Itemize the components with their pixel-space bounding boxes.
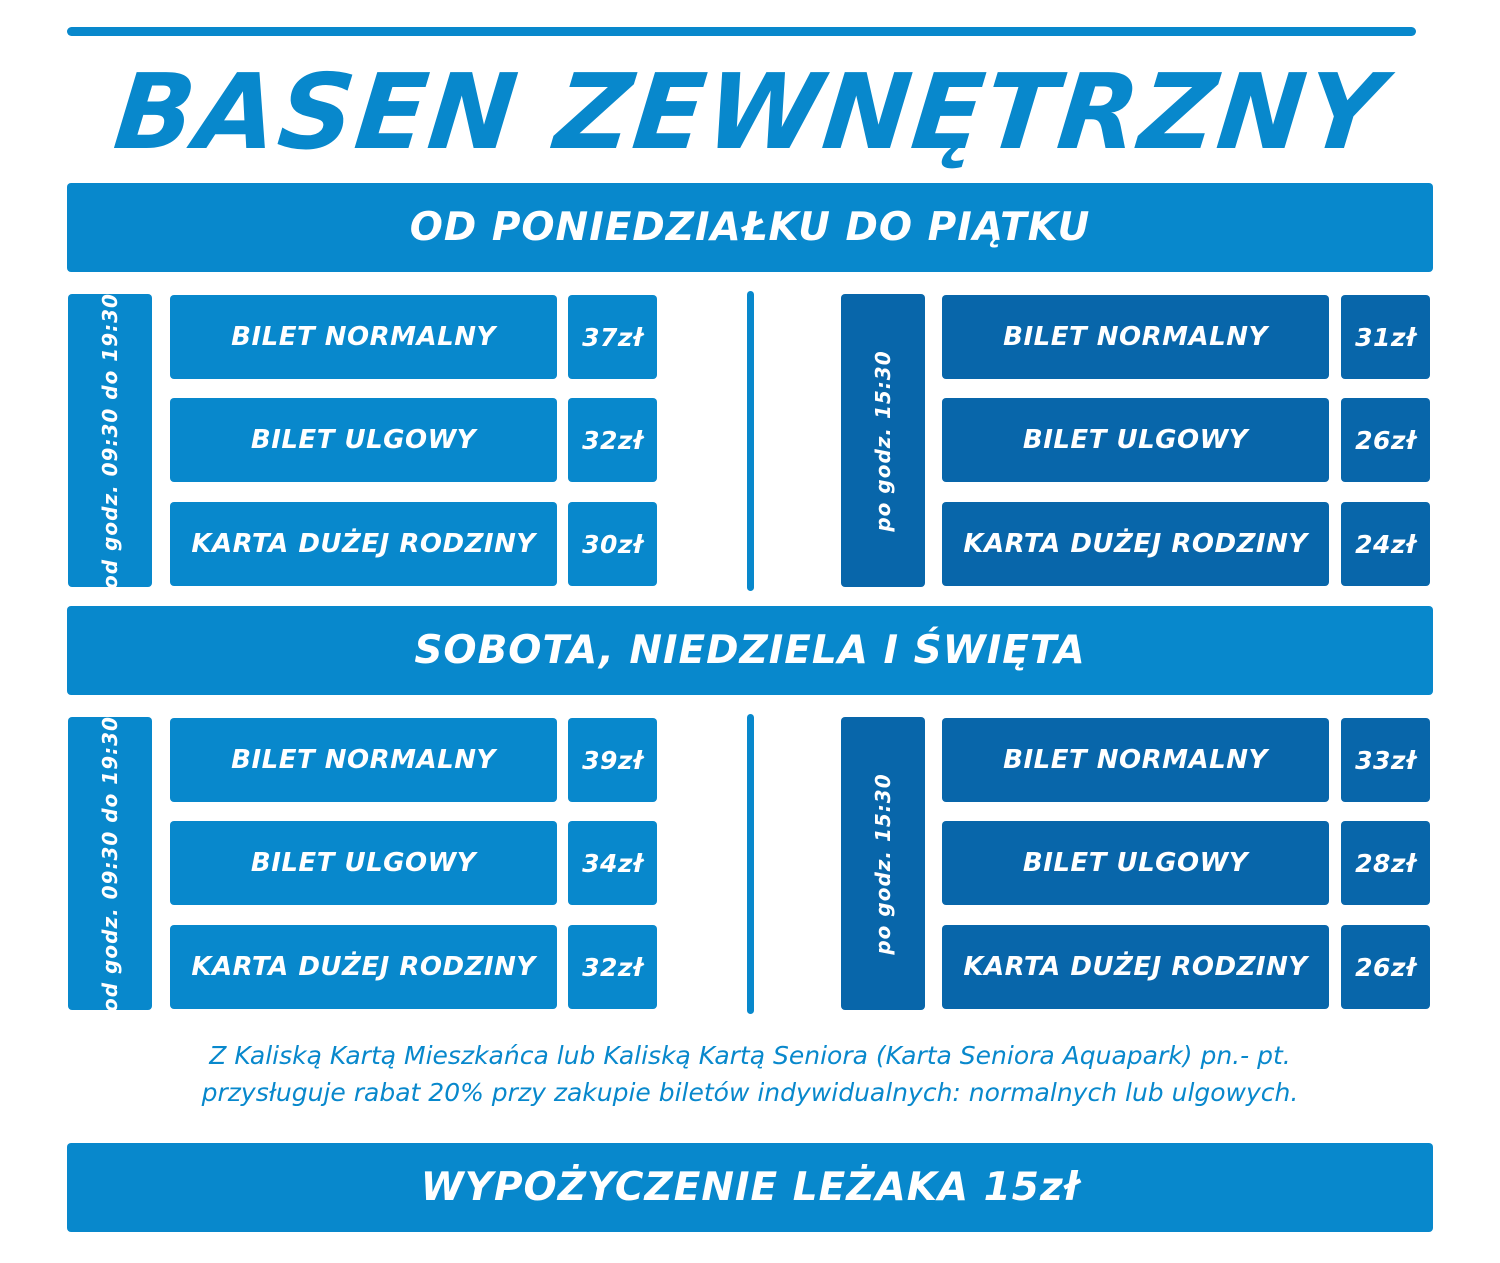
weekday-late-price-reduced: 26zł [1341,398,1430,482]
weekend-late-price-normal: 33zł [1341,718,1430,802]
discount-note [40,1037,1460,1111]
weekday-early-time-label [68,294,152,587]
weekend-early-time-label [68,717,152,1010]
time-label-text: od godz. 09:30 do 19:30 [98,715,122,1012]
weekday-late-ticket-family: KARTA DUŻEJ RODZINY [942,502,1329,586]
discount-note-line: Z Kaliską Kartą Mieszkańca lub Kaliską Kartą Seniora (Karta Seniora Aquapark) pn.- pt. [209,1041,1291,1070]
weekday-late-price-family: 24zł [1341,502,1430,586]
weekday-late-ticket-reduced: BILET ULGOWY [942,398,1329,482]
column-divider [747,714,754,1014]
weekday-early-price-normal: 37zł [568,295,657,379]
weekend-late-price-reduced: 28zł [1341,821,1430,905]
weekend-late-ticket-family: KARTA DUŻEJ RODZINY [942,925,1329,1009]
weekday-late-ticket-normal: BILET NORMALNY [942,295,1329,379]
weekend-early-ticket-family: KARTA DUŻEJ RODZINY [170,925,557,1009]
weekday-early-price-reduced: 32zł [568,398,657,482]
weekend-late-ticket-normal: BILET NORMALNY [942,718,1329,802]
weekday-early-ticket-normal: BILET NORMALNY [170,295,557,379]
weekend-early-ticket-normal: BILET NORMALNY [170,718,557,802]
weekday-late-time-label [841,294,925,587]
weekday-header: OD PONIEDZIAŁKU DO PIĄTKU [67,183,1433,272]
weekday-early-ticket-reduced: BILET ULGOWY [170,398,557,482]
weekday-early-ticket-family: KARTA DUŻEJ RODZINY [170,502,557,586]
time-label-text: po godz. 15:30 [871,772,895,955]
column-divider [747,291,754,591]
top-rule [67,27,1416,36]
weekday-early-price-family: 30zł [568,502,657,586]
weekday-late-price-normal: 31zł [1341,295,1430,379]
weekend-late-price-family: 26zł [1341,925,1430,1009]
weekend-early-price-family: 32zł [568,925,657,1009]
discount-note-line: przysługuje rabat 20% przy zakupie biletów indywidualnych: normalnych lub ulgowych. [201,1078,1299,1107]
weekend-early-price-normal: 39zł [568,718,657,802]
lounger-rental-banner: WYPOŻYCZENIE LEŻAKA 15zł [67,1143,1433,1232]
weekend-late-time-label [841,717,925,1010]
time-label-text: od godz. 09:30 do 19:30 [98,292,122,589]
weekend-late-ticket-reduced: BILET ULGOWY [942,821,1329,905]
page-title: BASEN ZEWNĘTRZNY [109,51,1391,173]
time-label-text: po godz. 15:30 [871,349,895,532]
weekend-early-ticket-reduced: BILET ULGOWY [170,821,557,905]
weekend-early-price-reduced: 34zł [568,821,657,905]
weekend-header: SOBOTA, NIEDZIELA I ŚWIĘTA [67,606,1433,695]
